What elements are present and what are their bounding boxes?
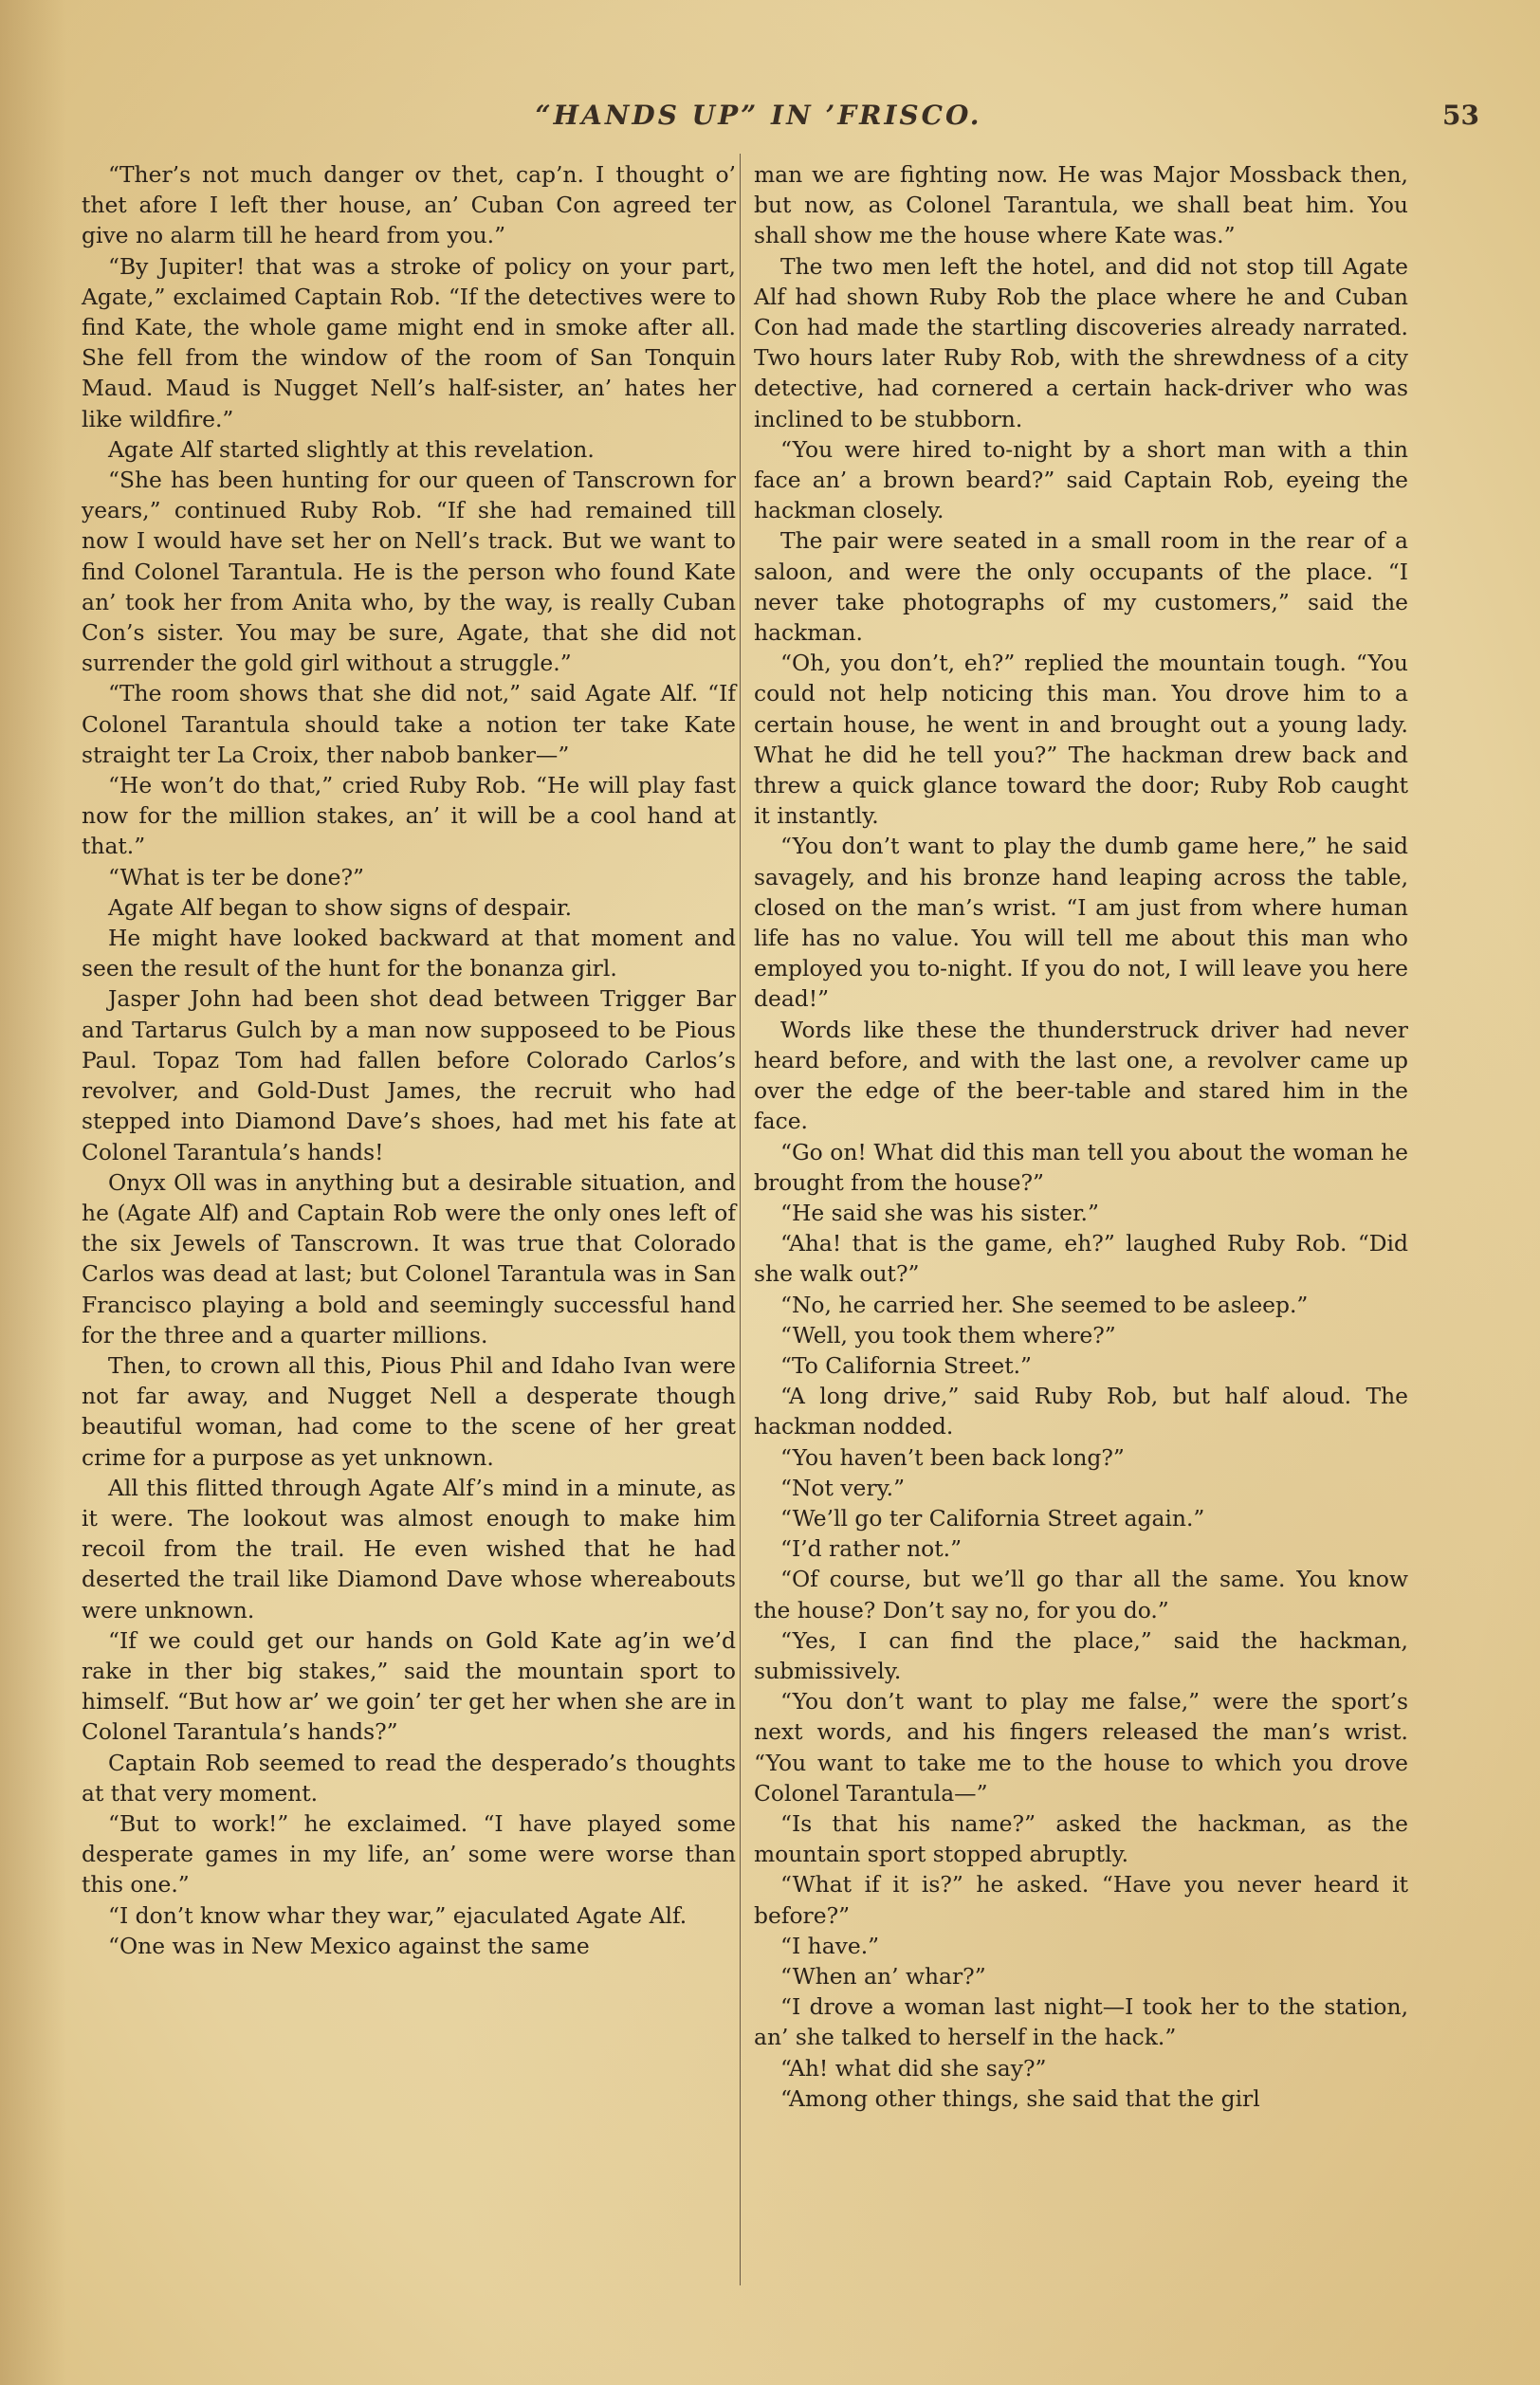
paragraph: “By Jupiter! that was a stroke of policy on your part, Agate,” exclaimed Captain Rob. “If the detectives were to find Kate, the whole game might end in smoke after all. She fell from the window of the room of San Tonquin Maud. Maud is Nugget Nell’s half-sister, an’ hates her like wildfire.”: [82, 252, 736, 432]
running-title: “HANDS UP” IN ’FRISCO.: [535, 100, 982, 131]
paragraph: “But to work!” he exclaimed. “I have played some desperate games in my life, an’ some were worse than this one.”: [82, 1809, 736, 1899]
paragraph: “I have.”: [780, 1932, 880, 1959]
paragraph: Words like these the thunderstruck driver had never heard before, and with the last one, a revolver came up over the edge of the beer-table and stared him in the face.: [754, 1016, 1408, 1135]
paragraph: Captain Rob seemed to read the desperado’s thoughts at that very moment.: [82, 1749, 736, 1807]
paragraph: Onyx Oll was in anything but a desirable situation, and he (Agate Alf) and Captain Rob were the only ones left of the six Jewels of Tanscrown. It was true that Colorado Carlos was dead at last; but Colonel Tarantula was in San Francisco playing a bold and seemingly successful hand for the three and a quarter millions.: [82, 1168, 736, 1348]
paragraph: “Ther’s not much danger ov thet, cap’n. I thought o’ thet afore I left ther house, an’ Cuban Con agreed ter give no alarm till he heard from you.”: [82, 161, 736, 249]
paragraph: “Aha! that is the game, eh?” laughed Ruby Rob. “Did she walk out?”: [754, 1230, 1408, 1288]
paragraph: “He said she was his sister.”: [780, 1199, 1099, 1226]
paragraph-continued: man we are fighting now. He was Major Mossback then, but now, as Colonel Tarantula, we shall beat him. You shall show me the house where Kate was.”: [754, 161, 1408, 249]
paragraph: “Well, you took them where?”: [780, 1321, 1116, 1348]
paragraph: “A long drive,” said Ruby Rob, but half aloud. The hackman nodded.: [754, 1383, 1408, 1440]
paragraph: “When an’ whar?”: [780, 1962, 986, 1990]
page-header: [0, 100, 1540, 139]
page-number: 53: [1442, 100, 1479, 131]
paragraph: “You don’t want to play the dumb game here,” he said savagely, and his bronze hand leaping across the table, closed on the man’s wrist. “I am just from where human life has no value. You will tell me about this man who employed you to-night. If you do not, I will leave you here dead!”: [754, 833, 1408, 1013]
paragraph: All this flitted through Agate Alf’s mind in a minute, as it were. The lookout was almost enough to make him recoil from the trail. He even wished that he had deserted the trail like Diamond Dave whose whereabouts were unknown.: [82, 1474, 736, 1624]
paragraph: “Yes, I can find the place,” said the hackman, submissively.: [754, 1626, 1408, 1684]
right-column: [754, 159, 1408, 2114]
paragraph: He might have looked backward at that moment and seen the result of the hunt for the bonanza girl.: [82, 925, 736, 982]
paragraph: The pair were seated in a small room in the rear of a saloon, and were the only occupants of the place. “I never take photographs of my customers,” said the hackman.: [754, 527, 1408, 647]
paragraph: “No, he carried her. She seemed to be asleep.”: [780, 1291, 1309, 1318]
paragraph: Jasper John had been shot dead between Trigger Bar and Tartarus Gulch by a man now supposeed to be Pious Paul. Topaz Tom had fallen before Colorado Carlos’s revolver, and Gold-Dust James, the recruit who had stepped into Diamond Dave’s shoes, had met his fate at Colonel Tarantula’s hands!: [82, 985, 736, 1165]
paragraph: “To California Street.”: [780, 1351, 1032, 1379]
paragraph: “The room shows that she did not,” said Agate Alf. “If Colonel Tarantula should take a notion ter take Kate straight ter La Croix, ther nabob banker—”: [82, 680, 736, 768]
column-divider: [740, 154, 741, 2285]
paragraph: Agate Alf started slightly at this revelation.: [108, 435, 595, 463]
paragraph: “What if it is?” he asked. “Have you never heard it before?”: [754, 1871, 1408, 1929]
paragraph: “You were hired to-night by a short man with a thin face an’ a brown beard?” said Captain Rob, eyeing the hackman closely.: [754, 435, 1408, 524]
paragraph: “Not very.”: [780, 1474, 906, 1501]
paragraph: “Oh, you don’t, eh?” replied the mountain tough. “You could not help noticing this man. You drove him to a certain house, he went in and brought out a young lady. What he did he tell you?” The hackman drew back and threw a quick glance toward the door; Ruby Rob caught it instantly.: [754, 650, 1408, 830]
paragraph: “I drove a woman last night—I took her to the station, an’ she talked to herself in the hack.”: [754, 1993, 1408, 2051]
paragraph: “Is that his name?” asked the hackman, as the mountain sport stopped abruptly.: [754, 1809, 1408, 1868]
paragraph: “What is ter be done?”: [108, 863, 364, 890]
paragraph: “He won’t do that,” cried Ruby Rob. “He will play fast now for the million stakes, an’ it will be a cool hand at that.”: [82, 772, 736, 860]
paragraph: “Ah! what did she say?”: [780, 2054, 1047, 2082]
page-edge-stain: [0, 0, 66, 2385]
paragraph: “You don’t want to play me false,” were the sport’s next words, and his fingers released the man’s wrist. “You want to take me to the house to which you drove Colonel Tarantula—”: [754, 1688, 1408, 1807]
paragraph: “If we could get our hands on Gold Kate ag’in we’d rake in ther big stakes,” said the mountain sport to himself. “But how ar’ we goin’ ter get her when she are in Colonel Tarantula’s hands?”: [82, 1626, 736, 1746]
paragraph: “Of course, but we’ll go thar all the same. You know the house? Don’t say no, for you do.”: [754, 1566, 1408, 1624]
paragraph: Agate Alf began to show signs of despair.: [108, 893, 573, 921]
paragraph: “I don’t know whar they war,” ejaculated Agate Alf.: [108, 1901, 688, 1929]
paragraph: “Among other things, she said that the girl: [780, 2084, 1260, 2112]
left-column: [82, 159, 736, 1961]
paragraph: “One was in New Mexico against the same: [108, 1932, 590, 1959]
paragraph: “You haven’t been back long?”: [780, 1443, 1125, 1471]
paragraph: The two men left the hotel, and did not stop till Agate Alf had shown Ruby Rob the place where he and Cuban Con had made the startling discoveries already narrated. Two hours later Ruby Rob, with the shrewdness of a city detective, had cornered a certain hack-driver who was inclined to be stubborn.: [754, 252, 1408, 432]
paragraph: Then, to crown all this, Pious Phil and Idaho Ivan were not far away, and Nugget Nell a desperate though beautiful woman, had come to the scene of her great crime for a purpose as yet unknown.: [82, 1351, 736, 1471]
paragraph: “I’d rather not.”: [780, 1535, 962, 1563]
paragraph: “Go on! What did this man tell you about the woman he brought from the house?”: [754, 1138, 1408, 1196]
paragraph: “We’ll go ter California Street again.”: [780, 1504, 1205, 1532]
paragraph: “She has been hunting for our queen of Tanscrown for years,” continued Ruby Rob. “If she had remained till now I would have set her on Nell’s track. But we want to find Colonel Tarantula. He is the person who found Kate an’ took her from Anita who, by the way, is really Cuban Con’s sister. You may be sure, Agate, that she did not surrender the gold girl without a struggle.”: [82, 467, 736, 677]
